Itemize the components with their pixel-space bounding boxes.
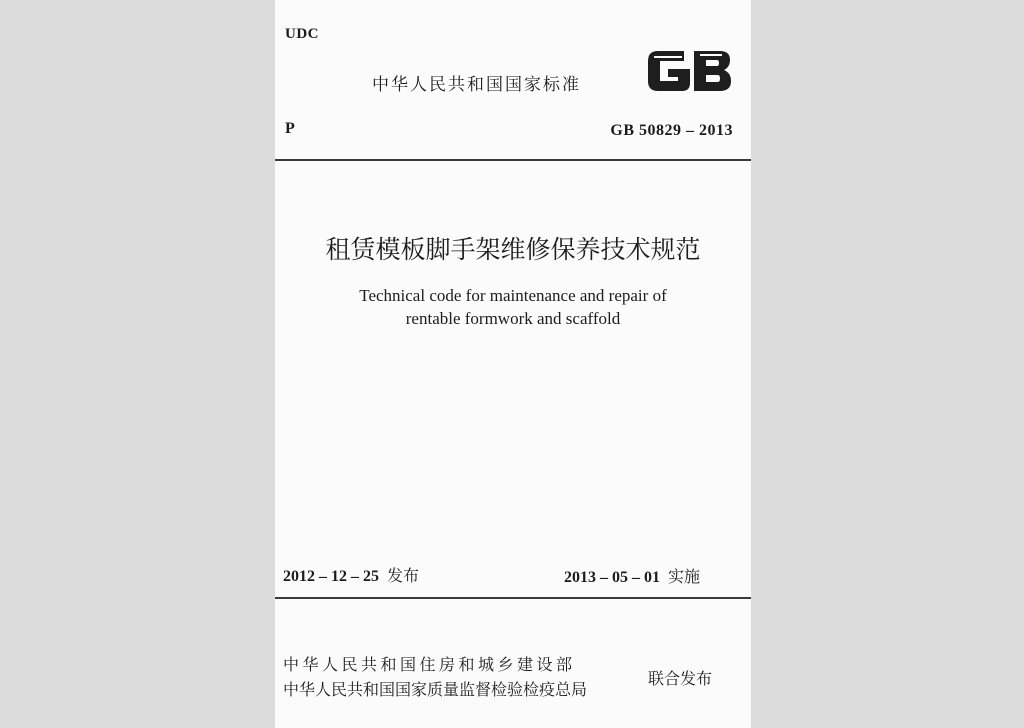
title-english-line2: rentable formwork and scaffold — [405, 309, 621, 328]
standard-cover-page — [275, 0, 751, 728]
implementation-label: 实施 — [668, 567, 701, 586]
issue-date-block — [283, 563, 419, 586]
joint-issue-label: 联合发布 — [648, 669, 713, 688]
header-divider — [275, 159, 751, 161]
issue-date: 2012 – 12 – 25 — [283, 568, 379, 585]
gb-logo — [644, 45, 734, 97]
title-chinese: 租赁模板脚手架维修保养技术规范 — [325, 235, 701, 264]
publisher-aqsiq: 中华人民共和国国家质量监督检验检疫总局 — [283, 680, 588, 699]
title-english-line1: Technical code for maintenance and repair of — [359, 286, 667, 305]
implementation-date: 2013 – 05 – 01 — [564, 569, 660, 586]
footer-divider — [275, 597, 751, 599]
implementation-date-block — [564, 564, 700, 587]
classification-code: P — [285, 120, 295, 137]
title-english — [275, 284, 751, 330]
standard-number: GB 50829 – 2013 — [610, 122, 733, 139]
standard-category: 中华人民共和国国家标准 — [372, 75, 581, 95]
issue-label: 发布 — [387, 566, 420, 585]
udc-label: UDC — [285, 26, 319, 42]
publisher-ministry-housing: 中华人民共和国住房和城乡建设部 — [283, 655, 576, 674]
gb-logo-b — [694, 51, 731, 91]
